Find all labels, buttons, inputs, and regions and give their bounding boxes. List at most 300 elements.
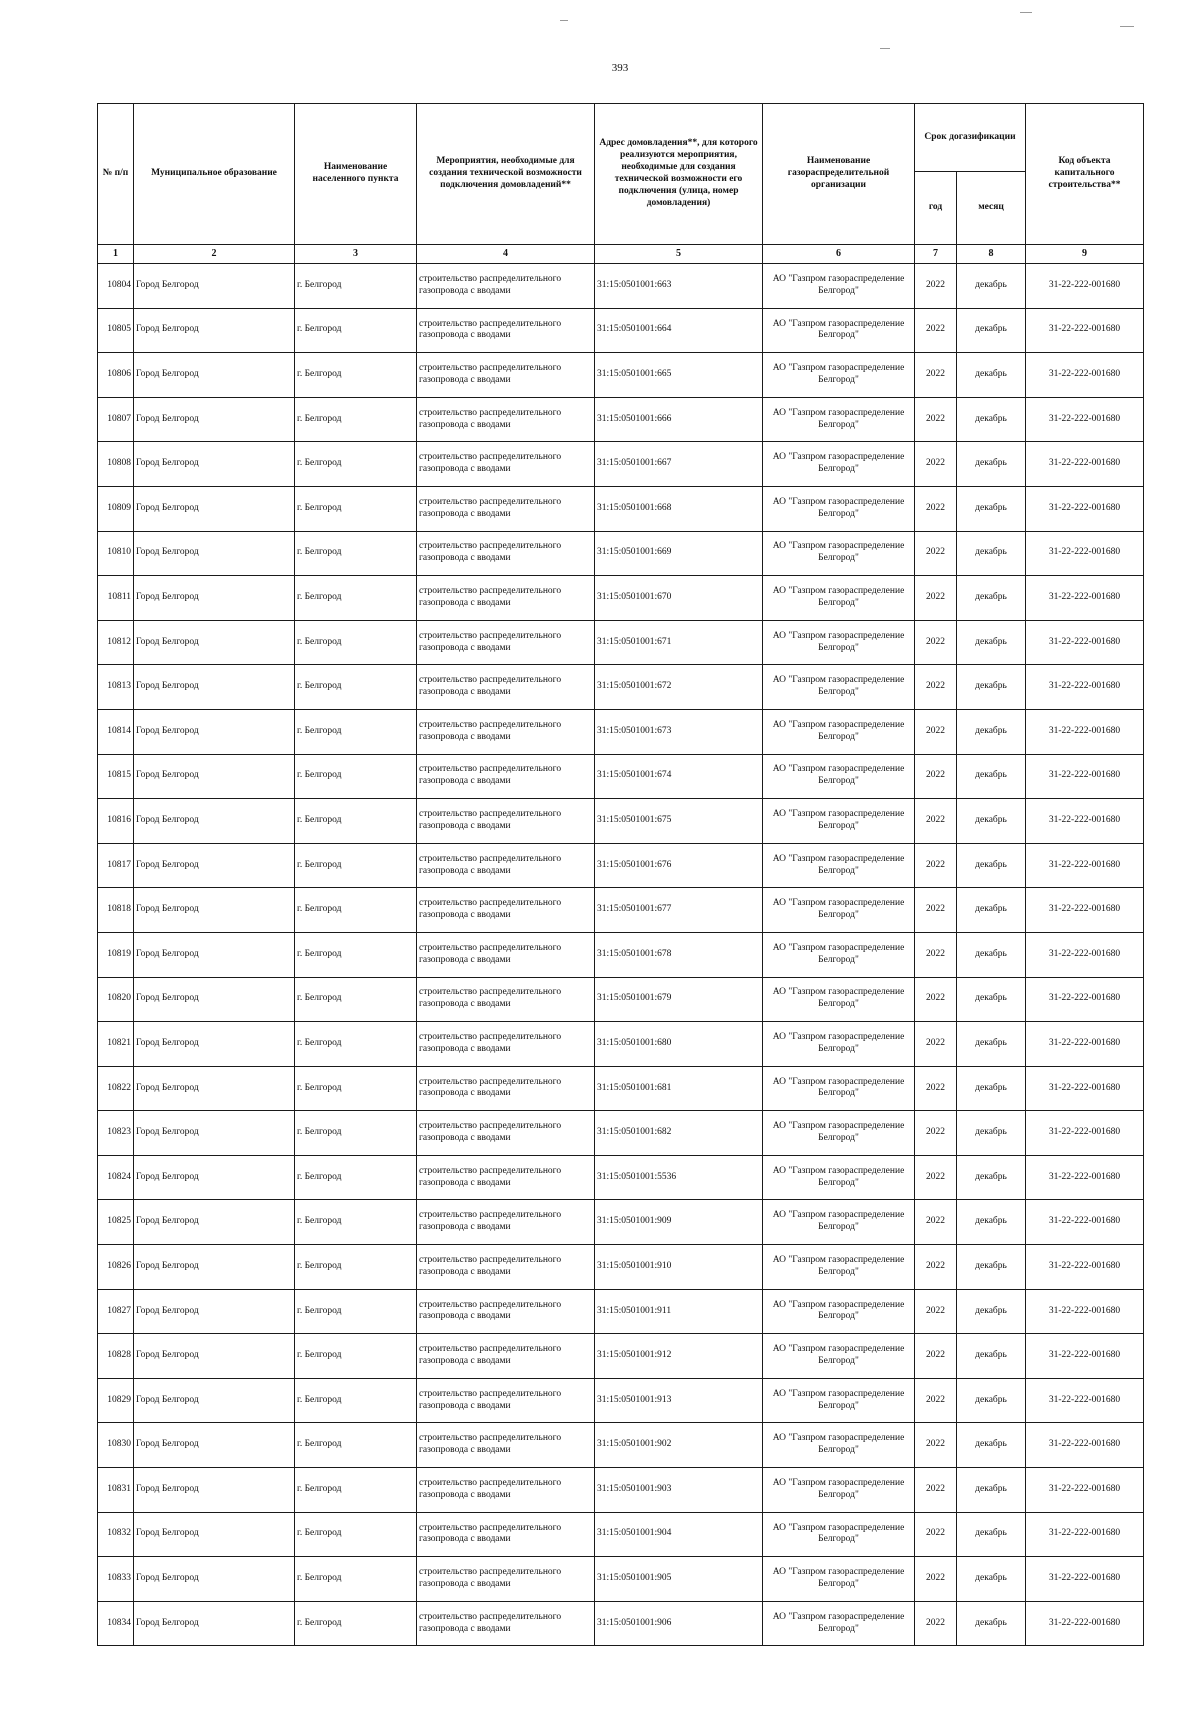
- organization-cell: АО "Газпром газораспределение Белгород": [763, 888, 915, 933]
- address-cell: 31:15:0501001:666: [595, 397, 763, 442]
- row-number: 10825: [98, 1200, 134, 1245]
- row-number: 10824: [98, 1155, 134, 1200]
- object-code-cell: 31-22-222-001680: [1026, 1334, 1144, 1379]
- row-number: 10834: [98, 1601, 134, 1646]
- object-code-cell: 31-22-222-001680: [1026, 531, 1144, 576]
- organization-cell: АО "Газпром газораспределение Белгород": [763, 1601, 915, 1646]
- settlement-cell: г. Белгород: [295, 1022, 417, 1067]
- settlement-cell: г. Белгород: [295, 1468, 417, 1513]
- year-cell: 2022: [915, 665, 957, 710]
- table-body: [98, 264, 1144, 1646]
- municipality-cell: Город Белгород: [134, 442, 295, 487]
- organization-cell: АО "Газпром газораспределение Белгород": [763, 1557, 915, 1602]
- settlement-cell: г. Белгород: [295, 843, 417, 888]
- settlement-cell: г. Белгород: [295, 1245, 417, 1290]
- address-cell: 31:15:0501001:667: [595, 442, 763, 487]
- object-code-cell: 31-22-222-001680: [1026, 576, 1144, 621]
- month-cell: декабрь: [957, 1468, 1026, 1513]
- address-cell: 31:15:0501001:681: [595, 1066, 763, 1111]
- month-cell: декабрь: [957, 1378, 1026, 1423]
- measure-cell: строительство распределительного газопровода с вводами: [417, 1066, 595, 1111]
- month-cell: декабрь: [957, 932, 1026, 977]
- year-cell: 2022: [915, 709, 957, 754]
- municipality-cell: Город Белгород: [134, 843, 295, 888]
- address-cell: 31:15:0501001:912: [595, 1334, 763, 1379]
- row-number: 10807: [98, 397, 134, 442]
- year-cell: 2022: [915, 843, 957, 888]
- row-number: 10826: [98, 1245, 134, 1290]
- month-cell: декабрь: [957, 264, 1026, 309]
- measure-cell: строительство распределительного газопровода с вводами: [417, 620, 595, 665]
- row-number: 10804: [98, 264, 134, 309]
- month-cell: декабрь: [957, 1066, 1026, 1111]
- table-row: [98, 1245, 1144, 1290]
- row-number: 10806: [98, 353, 134, 398]
- address-cell: 31:15:0501001:903: [595, 1468, 763, 1513]
- table-row: [98, 799, 1144, 844]
- year-cell: 2022: [915, 264, 957, 309]
- row-number: 10809: [98, 486, 134, 531]
- month-cell: декабрь: [957, 397, 1026, 442]
- organization-cell: АО "Газпром газораспределение Белгород": [763, 1468, 915, 1513]
- municipality-cell: Город Белгород: [134, 1601, 295, 1646]
- settlement-cell: г. Белгород: [295, 1512, 417, 1557]
- measure-cell: строительство распределительного газопровода с вводами: [417, 843, 595, 888]
- row-number: 10828: [98, 1334, 134, 1379]
- address-cell: 31:15:0501001:679: [595, 977, 763, 1022]
- month-cell: декабрь: [957, 754, 1026, 799]
- table-row: [98, 1468, 1144, 1513]
- row-number: 10813: [98, 665, 134, 710]
- table-row: [98, 1155, 1144, 1200]
- table-row: [98, 397, 1144, 442]
- row-number: 10820: [98, 977, 134, 1022]
- address-cell: 31:15:0501001:664: [595, 308, 763, 353]
- row-number: 10829: [98, 1378, 134, 1423]
- measure-cell: строительство распределительного газопровода с вводами: [417, 486, 595, 531]
- measure-cell: строительство распределительного газопровода с вводами: [417, 709, 595, 754]
- month-cell: декабрь: [957, 888, 1026, 933]
- settlement-cell: г. Белгород: [295, 709, 417, 754]
- object-code-cell: 31-22-222-001680: [1026, 1022, 1144, 1067]
- header-address: Адрес домовладения**, для которого реализуются мероприятия, необходимые для создания технической возможности его подключения (улица, номер домовладения): [595, 104, 763, 245]
- table-row: [98, 1378, 1144, 1423]
- column-number: 3: [295, 245, 417, 264]
- month-cell: декабрь: [957, 1155, 1026, 1200]
- month-cell: декабрь: [957, 665, 1026, 710]
- year-cell: 2022: [915, 977, 957, 1022]
- month-cell: декабрь: [957, 1289, 1026, 1334]
- settlement-cell: г. Белгород: [295, 1200, 417, 1245]
- settlement-cell: г. Белгород: [295, 1423, 417, 1468]
- object-code-cell: 31-22-222-001680: [1026, 353, 1144, 398]
- row-number: 10811: [98, 576, 134, 621]
- object-code-cell: 31-22-222-001680: [1026, 397, 1144, 442]
- address-cell: 31:15:0501001:682: [595, 1111, 763, 1156]
- table-row: [98, 1512, 1144, 1557]
- month-cell: декабрь: [957, 576, 1026, 621]
- header-year: год: [915, 172, 957, 245]
- settlement-cell: г. Белгород: [295, 486, 417, 531]
- measure-cell: строительство распределительного газопровода с вводами: [417, 1245, 595, 1290]
- object-code-cell: 31-22-222-001680: [1026, 977, 1144, 1022]
- object-code-cell: 31-22-222-001680: [1026, 932, 1144, 977]
- gasification-table: [97, 103, 1144, 1646]
- organization-cell: АО "Газпром газораспределение Белгород": [763, 1289, 915, 1334]
- municipality-cell: Город Белгород: [134, 1378, 295, 1423]
- column-numbers-row: [98, 245, 1144, 264]
- address-cell: 31:15:0501001:910: [595, 1245, 763, 1290]
- row-number: 10833: [98, 1557, 134, 1602]
- column-number: 4: [417, 245, 595, 264]
- table-row: [98, 709, 1144, 754]
- column-number: 6: [763, 245, 915, 264]
- row-number: 10815: [98, 754, 134, 799]
- settlement-cell: г. Белгород: [295, 799, 417, 844]
- table-header: [98, 104, 1144, 264]
- municipality-cell: Город Белгород: [134, 1468, 295, 1513]
- month-cell: декабрь: [957, 531, 1026, 576]
- municipality-cell: Город Белгород: [134, 1111, 295, 1156]
- settlement-cell: г. Белгород: [295, 1334, 417, 1379]
- scan-artifact: [560, 20, 568, 21]
- measure-cell: строительство распределительного газопровода с вводами: [417, 977, 595, 1022]
- address-cell: 31:15:0501001:913: [595, 1378, 763, 1423]
- header-object-code: Код объекта капитального строительства**: [1026, 104, 1144, 245]
- row-number: 10821: [98, 1022, 134, 1067]
- table-row: [98, 1423, 1144, 1468]
- row-number: 10810: [98, 531, 134, 576]
- municipality-cell: Город Белгород: [134, 1022, 295, 1067]
- organization-cell: АО "Газпром газораспределение Белгород": [763, 977, 915, 1022]
- municipality-cell: Город Белгород: [134, 486, 295, 531]
- organization-cell: АО "Газпром газораспределение Белгород": [763, 486, 915, 531]
- settlement-cell: г. Белгород: [295, 620, 417, 665]
- row-number: 10805: [98, 308, 134, 353]
- header-settlement: Наименование населенного пункта: [295, 104, 417, 245]
- object-code-cell: 31-22-222-001680: [1026, 1155, 1144, 1200]
- municipality-cell: Город Белгород: [134, 264, 295, 309]
- organization-cell: АО "Газпром газораспределение Белгород": [763, 264, 915, 309]
- column-number: 2: [134, 245, 295, 264]
- table-row: [98, 843, 1144, 888]
- table-row: [98, 888, 1144, 933]
- organization-cell: АО "Газпром газораспределение Белгород": [763, 1155, 915, 1200]
- address-cell: 31:15:0501001:906: [595, 1601, 763, 1646]
- object-code-cell: 31-22-222-001680: [1026, 799, 1144, 844]
- measure-cell: строительство распределительного газопровода с вводами: [417, 1423, 595, 1468]
- measure-cell: строительство распределительного газопровода с вводами: [417, 1111, 595, 1156]
- object-code-cell: 31-22-222-001680: [1026, 1512, 1144, 1557]
- measure-cell: строительство распределительного газопровода с вводами: [417, 1468, 595, 1513]
- month-cell: декабрь: [957, 442, 1026, 487]
- year-cell: 2022: [915, 576, 957, 621]
- organization-cell: АО "Газпром газораспределение Белгород": [763, 1200, 915, 1245]
- table-row: [98, 1022, 1144, 1067]
- column-number: 8: [957, 245, 1026, 264]
- table-row: [98, 531, 1144, 576]
- municipality-cell: Город Белгород: [134, 308, 295, 353]
- month-cell: декабрь: [957, 1334, 1026, 1379]
- measure-cell: строительство распределительного газопровода с вводами: [417, 1200, 595, 1245]
- measure-cell: строительство распределительного газопровода с вводами: [417, 888, 595, 933]
- municipality-cell: Город Белгород: [134, 1289, 295, 1334]
- municipality-cell: Город Белгород: [134, 1423, 295, 1468]
- organization-cell: АО "Газпром газораспределение Белгород": [763, 932, 915, 977]
- year-cell: 2022: [915, 1066, 957, 1111]
- settlement-cell: г. Белгород: [295, 754, 417, 799]
- year-cell: 2022: [915, 1245, 957, 1290]
- measure-cell: строительство распределительного газопровода с вводами: [417, 1557, 595, 1602]
- address-cell: 31:15:0501001:672: [595, 665, 763, 710]
- measure-cell: строительство распределительного газопровода с вводами: [417, 932, 595, 977]
- address-cell: 31:15:0501001:663: [595, 264, 763, 309]
- year-cell: 2022: [915, 1468, 957, 1513]
- measure-cell: строительство распределительного газопровода с вводами: [417, 1601, 595, 1646]
- municipality-cell: Город Белгород: [134, 754, 295, 799]
- municipality-cell: Город Белгород: [134, 709, 295, 754]
- settlement-cell: г. Белгород: [295, 932, 417, 977]
- municipality-cell: Город Белгород: [134, 888, 295, 933]
- month-cell: декабрь: [957, 1423, 1026, 1468]
- organization-cell: АО "Газпром газораспределение Белгород": [763, 1111, 915, 1156]
- table-row: [98, 932, 1144, 977]
- object-code-cell: 31-22-222-001680: [1026, 1378, 1144, 1423]
- settlement-cell: г. Белгород: [295, 888, 417, 933]
- measure-cell: строительство распределительного газопровода с вводами: [417, 1289, 595, 1334]
- organization-cell: АО "Газпром газораспределение Белгород": [763, 1512, 915, 1557]
- organization-cell: АО "Газпром газораспределение Белгород": [763, 799, 915, 844]
- address-cell: 31:15:0501001:676: [595, 843, 763, 888]
- row-number: 10808: [98, 442, 134, 487]
- settlement-cell: г. Белгород: [295, 531, 417, 576]
- header-num: № п/п: [98, 104, 134, 245]
- table-row: [98, 1200, 1144, 1245]
- settlement-cell: г. Белгород: [295, 1066, 417, 1111]
- header-deadline-group: Срок догазификации: [915, 104, 1026, 172]
- month-cell: декабрь: [957, 1022, 1026, 1067]
- organization-cell: АО "Газпром газораспределение Белгород": [763, 620, 915, 665]
- settlement-cell: г. Белгород: [295, 353, 417, 398]
- year-cell: 2022: [915, 1022, 957, 1067]
- year-cell: 2022: [915, 442, 957, 487]
- address-cell: 31:15:0501001:670: [595, 576, 763, 621]
- scan-artifact: [1020, 12, 1032, 13]
- month-cell: декабрь: [957, 486, 1026, 531]
- year-cell: 2022: [915, 620, 957, 665]
- row-number: 10830: [98, 1423, 134, 1468]
- address-cell: 31:15:0501001:671: [595, 620, 763, 665]
- organization-cell: АО "Газпром газораспределение Белгород": [763, 353, 915, 398]
- row-number: 10819: [98, 932, 134, 977]
- address-cell: 31:15:0501001:678: [595, 932, 763, 977]
- address-cell: 31:15:0501001:669: [595, 531, 763, 576]
- year-cell: 2022: [915, 799, 957, 844]
- year-cell: 2022: [915, 1557, 957, 1602]
- address-cell: 31:15:0501001:902: [595, 1423, 763, 1468]
- month-cell: декабрь: [957, 1512, 1026, 1557]
- table-row: [98, 1557, 1144, 1602]
- table-row: [98, 977, 1144, 1022]
- municipality-cell: Город Белгород: [134, 799, 295, 844]
- organization-cell: АО "Газпром газораспределение Белгород": [763, 1022, 915, 1067]
- measure-cell: строительство распределительного газопровода с вводами: [417, 1334, 595, 1379]
- municipality-cell: Город Белгород: [134, 620, 295, 665]
- organization-cell: АО "Газпром газораспределение Белгород": [763, 531, 915, 576]
- measure-cell: строительство распределительного газопровода с вводами: [417, 665, 595, 710]
- row-number: 10814: [98, 709, 134, 754]
- year-cell: 2022: [915, 531, 957, 576]
- month-cell: декабрь: [957, 308, 1026, 353]
- measure-cell: строительство распределительного газопровода с вводами: [417, 1512, 595, 1557]
- table-row: [98, 1289, 1144, 1334]
- municipality-cell: Город Белгород: [134, 1557, 295, 1602]
- object-code-cell: 31-22-222-001680: [1026, 665, 1144, 710]
- row-number: 10822: [98, 1066, 134, 1111]
- table-row: [98, 665, 1144, 710]
- year-cell: 2022: [915, 353, 957, 398]
- object-code-cell: 31-22-222-001680: [1026, 264, 1144, 309]
- column-number: 1: [98, 245, 134, 264]
- measure-cell: строительство распределительного газопровода с вводами: [417, 308, 595, 353]
- row-number: 10831: [98, 1468, 134, 1513]
- row-number: 10816: [98, 799, 134, 844]
- year-cell: 2022: [915, 1289, 957, 1334]
- year-cell: 2022: [915, 754, 957, 799]
- organization-cell: АО "Газпром газораспределение Белгород": [763, 442, 915, 487]
- row-number: 10823: [98, 1111, 134, 1156]
- measure-cell: строительство распределительного газопровода с вводами: [417, 353, 595, 398]
- settlement-cell: г. Белгород: [295, 1155, 417, 1200]
- year-cell: 2022: [915, 1334, 957, 1379]
- table-row: [98, 264, 1144, 309]
- header-municipality: Муниципальное образование: [134, 104, 295, 245]
- settlement-cell: г. Белгород: [295, 1601, 417, 1646]
- year-cell: 2022: [915, 1601, 957, 1646]
- settlement-cell: г. Белгород: [295, 1289, 417, 1334]
- address-cell: 31:15:0501001:5536: [595, 1155, 763, 1200]
- settlement-cell: г. Белгород: [295, 576, 417, 621]
- settlement-cell: г. Белгород: [295, 264, 417, 309]
- object-code-cell: 31-22-222-001680: [1026, 486, 1144, 531]
- month-cell: декабрь: [957, 1245, 1026, 1290]
- object-code-cell: 31-22-222-001680: [1026, 709, 1144, 754]
- settlement-cell: г. Белгород: [295, 308, 417, 353]
- month-cell: декабрь: [957, 709, 1026, 754]
- measure-cell: строительство распределительного газопровода с вводами: [417, 264, 595, 309]
- address-cell: 31:15:0501001:911: [595, 1289, 763, 1334]
- row-number: 10812: [98, 620, 134, 665]
- month-cell: декабрь: [957, 1557, 1026, 1602]
- address-cell: 31:15:0501001:909: [595, 1200, 763, 1245]
- address-cell: 31:15:0501001:680: [595, 1022, 763, 1067]
- measure-cell: строительство распределительного газопровода с вводами: [417, 397, 595, 442]
- month-cell: декабрь: [957, 620, 1026, 665]
- month-cell: декабрь: [957, 1200, 1026, 1245]
- organization-cell: АО "Газпром газораспределение Белгород": [763, 754, 915, 799]
- address-cell: 31:15:0501001:905: [595, 1557, 763, 1602]
- column-number: 5: [595, 245, 763, 264]
- table-row: [98, 486, 1144, 531]
- year-cell: 2022: [915, 1111, 957, 1156]
- table-row: [98, 1111, 1144, 1156]
- address-cell: 31:15:0501001:904: [595, 1512, 763, 1557]
- measure-cell: строительство распределительного газопровода с вводами: [417, 1378, 595, 1423]
- measure-cell: строительство распределительного газопровода с вводами: [417, 754, 595, 799]
- settlement-cell: г. Белгород: [295, 665, 417, 710]
- measure-cell: строительство распределительного газопровода с вводами: [417, 1155, 595, 1200]
- object-code-cell: 31-22-222-001680: [1026, 442, 1144, 487]
- object-code-cell: 31-22-222-001680: [1026, 754, 1144, 799]
- settlement-cell: г. Белгород: [295, 1378, 417, 1423]
- year-cell: 2022: [915, 1423, 957, 1468]
- municipality-cell: Город Белгород: [134, 1334, 295, 1379]
- month-cell: декабрь: [957, 353, 1026, 398]
- organization-cell: АО "Газпром газораспределение Белгород": [763, 1378, 915, 1423]
- organization-cell: АО "Газпром газораспределение Белгород": [763, 576, 915, 621]
- municipality-cell: Город Белгород: [134, 397, 295, 442]
- header-month: месяц: [957, 172, 1026, 245]
- object-code-cell: 31-22-222-001680: [1026, 1423, 1144, 1468]
- municipality-cell: Город Белгород: [134, 353, 295, 398]
- month-cell: декабрь: [957, 1111, 1026, 1156]
- address-cell: 31:15:0501001:665: [595, 353, 763, 398]
- month-cell: декабрь: [957, 977, 1026, 1022]
- year-cell: 2022: [915, 932, 957, 977]
- row-number: 10817: [98, 843, 134, 888]
- municipality-cell: Город Белгород: [134, 1245, 295, 1290]
- measure-cell: строительство распределительного газопровода с вводами: [417, 442, 595, 487]
- column-number: 7: [915, 245, 957, 264]
- header-organization: Наименование газораспределительной организации: [763, 104, 915, 245]
- organization-cell: АО "Газпром газораспределение Белгород": [763, 1245, 915, 1290]
- row-number: 10818: [98, 888, 134, 933]
- municipality-cell: Город Белгород: [134, 1155, 295, 1200]
- table-row: [98, 1066, 1144, 1111]
- organization-cell: АО "Газпром газораспределение Белгород": [763, 1423, 915, 1468]
- year-cell: 2022: [915, 308, 957, 353]
- year-cell: 2022: [915, 1378, 957, 1423]
- object-code-cell: 31-22-222-001680: [1026, 1200, 1144, 1245]
- year-cell: 2022: [915, 1200, 957, 1245]
- object-code-cell: 31-22-222-001680: [1026, 1468, 1144, 1513]
- organization-cell: АО "Газпром газораспределение Белгород": [763, 1066, 915, 1111]
- table-row: [98, 308, 1144, 353]
- measure-cell: строительство распределительного газопровода с вводами: [417, 799, 595, 844]
- municipality-cell: Город Белгород: [134, 665, 295, 710]
- object-code-cell: 31-22-222-001680: [1026, 1111, 1144, 1156]
- object-code-cell: 31-22-222-001680: [1026, 1289, 1144, 1334]
- table-row: [98, 1334, 1144, 1379]
- month-cell: декабрь: [957, 1601, 1026, 1646]
- scan-artifact: [880, 48, 890, 49]
- organization-cell: АО "Газпром газораспределение Белгород": [763, 397, 915, 442]
- table-row: [98, 1601, 1144, 1646]
- municipality-cell: Город Белгород: [134, 1512, 295, 1557]
- measure-cell: строительство распределительного газопровода с вводами: [417, 1022, 595, 1067]
- settlement-cell: г. Белгород: [295, 1557, 417, 1602]
- scan-artifact: [1120, 26, 1134, 27]
- settlement-cell: г. Белгород: [295, 977, 417, 1022]
- table-row: [98, 620, 1144, 665]
- table-row: [98, 576, 1144, 621]
- year-cell: 2022: [915, 397, 957, 442]
- object-code-cell: 31-22-222-001680: [1026, 1557, 1144, 1602]
- table-row: [98, 353, 1144, 398]
- year-cell: 2022: [915, 888, 957, 933]
- header-measures: Мероприятия, необходимые для создания технической возможности подключения домовладений**: [417, 104, 595, 245]
- address-cell: 31:15:0501001:673: [595, 709, 763, 754]
